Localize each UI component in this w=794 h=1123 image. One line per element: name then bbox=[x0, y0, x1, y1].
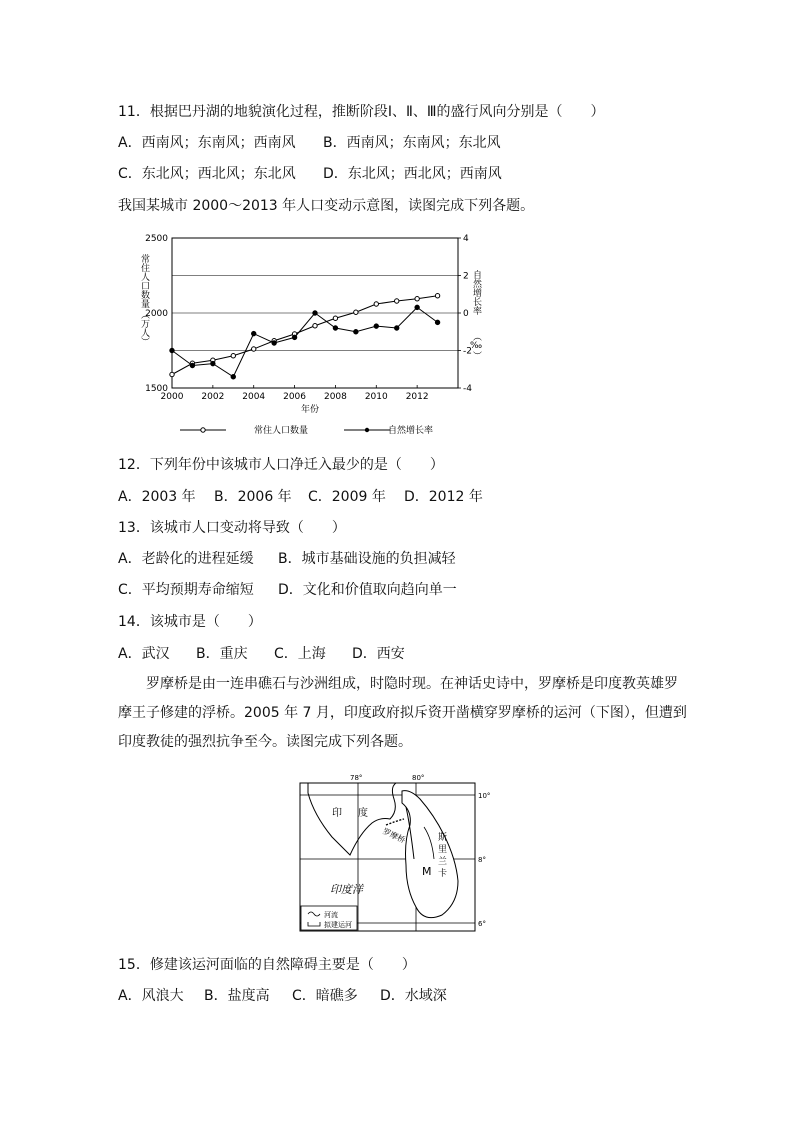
q11-option-d[interactable]: D．东北风；西北风；西南风 bbox=[323, 166, 502, 182]
population-point bbox=[415, 297, 419, 301]
chart-xlabel: 年份 bbox=[300, 405, 320, 415]
lat-10-label: 10° bbox=[478, 792, 491, 800]
label-sri-2: 里 bbox=[438, 845, 448, 855]
y-left-tick-label: 2000 bbox=[145, 309, 168, 319]
rama-bridge-map bbox=[298, 773, 498, 933]
growth-point bbox=[333, 326, 337, 330]
population-point bbox=[395, 299, 399, 303]
lon-80-label: 80° bbox=[412, 774, 425, 782]
q13-stem: 13．该城市人口变动将导致（ ） bbox=[118, 520, 346, 536]
chart-ylabel-left: 常住人口数量 bbox=[139, 254, 149, 308]
legend-canal-text: 拟建运河 bbox=[324, 921, 352, 929]
q13-options-row1 bbox=[118, 549, 456, 569]
legend-marker-population bbox=[201, 428, 205, 432]
q11-option-c[interactable]: C．东北风；西北风；东北风 bbox=[118, 166, 296, 182]
growth-point bbox=[272, 341, 276, 345]
y-right-tick-label: -2 bbox=[463, 346, 472, 357]
growth-point bbox=[231, 375, 235, 379]
y-right-tick-label: 0 bbox=[463, 309, 469, 319]
population-point bbox=[333, 316, 337, 320]
x-tick-label: 2012 bbox=[405, 392, 429, 402]
legend-river-text: 河流 bbox=[324, 911, 338, 919]
q12-option-d[interactable]: D．2012 年 bbox=[404, 489, 483, 505]
population-point bbox=[252, 347, 256, 351]
population-point bbox=[231, 354, 235, 358]
label-sri-3: 兰 bbox=[438, 857, 448, 867]
growth-point bbox=[292, 335, 296, 339]
y-left-tick-label: 2500 bbox=[145, 234, 168, 244]
population-point bbox=[354, 310, 358, 314]
population-point bbox=[170, 372, 174, 376]
q13-option-a[interactable]: A．老龄化的进程延缓 bbox=[118, 551, 254, 567]
q14-options bbox=[118, 644, 405, 664]
q13-option-c[interactable]: C．平均预期寿命缩短 bbox=[118, 582, 254, 598]
legend-marker-growth bbox=[365, 428, 369, 432]
y-right-tick-label: 2 bbox=[463, 271, 469, 282]
q14-option-a[interactable]: A．武汉 bbox=[118, 646, 170, 662]
x-tick-label: 2002 bbox=[201, 392, 225, 402]
passage bbox=[118, 670, 688, 757]
population-point bbox=[374, 302, 378, 306]
q15-option-c[interactable]: C．暗礁多 bbox=[292, 988, 358, 1004]
q11-options-row2 bbox=[118, 164, 502, 184]
growth-point bbox=[415, 305, 419, 309]
growth-point bbox=[395, 326, 399, 330]
growth-point bbox=[252, 331, 256, 335]
q11-option-a[interactable]: A．西南风；东南风；西南风 bbox=[118, 135, 296, 151]
x-tick-label: 2010 bbox=[364, 392, 388, 402]
passage-text: 罗摩桥是由一连串礁石与沙洲组成，时隐时现。在神话史诗中，罗摩桥是印度教英雄罗摩王子修建的浮桥。2005 年 7 月，印度政府拟斥资开凿横穿罗摩桥的运河（下图），但遭到印度教徒的强烈抗争至今。读图完成下列各题。 bbox=[118, 676, 687, 750]
lon-78-label: 78° bbox=[350, 774, 363, 782]
population-point bbox=[435, 294, 439, 298]
q11-options-row1 bbox=[118, 133, 501, 153]
q11-option-b[interactable]: B．西南风；东南风；东北风 bbox=[323, 135, 501, 151]
q15-option-d[interactable]: D．水域深 bbox=[380, 988, 447, 1004]
population-point bbox=[313, 324, 317, 328]
population-chart bbox=[130, 228, 481, 440]
x-tick-label: 2008 bbox=[323, 392, 347, 402]
y-right-tick-label: 4 bbox=[463, 234, 469, 244]
growth-point bbox=[170, 348, 174, 352]
label-rama-bridge: 罗摩桥 bbox=[381, 826, 407, 845]
q15-option-b[interactable]: B．盐度高 bbox=[204, 988, 270, 1004]
label-indian-ocean: 印度洋 bbox=[330, 883, 363, 896]
label-m: M bbox=[422, 865, 432, 878]
legend-growth: 自然增长率 bbox=[388, 426, 434, 436]
growth-point bbox=[190, 363, 194, 367]
q15-option-a[interactable]: A．风浪大 bbox=[118, 988, 184, 1004]
q12-option-c[interactable]: C．2009 年 bbox=[308, 489, 386, 505]
label-india-2: 度 bbox=[358, 808, 368, 819]
lat-6-label: 6° bbox=[478, 920, 486, 928]
label-sri-4: 卡 bbox=[438, 869, 448, 879]
growth-point bbox=[313, 311, 317, 315]
chart-ylabel-right: 自然增长率 bbox=[471, 270, 481, 315]
q13-option-b[interactable]: B．城市基础设施的负担减轻 bbox=[278, 551, 456, 567]
q12-options bbox=[118, 487, 483, 507]
chart-ylabel-right-unit: （‰） bbox=[471, 332, 481, 360]
lat-8-label: 8° bbox=[478, 856, 486, 864]
q12-option-b[interactable]: B．2006 年 bbox=[214, 489, 292, 505]
legend-population: 常住人口数量 bbox=[254, 426, 309, 436]
q14-stem: 14．该城市是（ ） bbox=[118, 614, 262, 630]
q14-option-d[interactable]: D．西安 bbox=[352, 646, 405, 662]
q15-stem: 15．修建该运河面临的自然障碍主要是（ ） bbox=[118, 957, 416, 973]
q15-options bbox=[118, 986, 447, 1006]
growth-point bbox=[211, 361, 215, 365]
chart-intro: 我国某城市 2000～2013 年人口变动示意图，读图完成下列各题。 bbox=[118, 198, 535, 214]
chart-ylabel-left-unit: （万人） bbox=[139, 310, 149, 346]
growth-point bbox=[374, 324, 378, 328]
chart-legend bbox=[180, 424, 433, 436]
x-tick-label: 2004 bbox=[242, 392, 266, 402]
q11-stem: 11．根据巴丹湖的地貌演化过程，推断阶段Ⅰ、Ⅱ、Ⅲ的盛行风向分别是（ ） bbox=[118, 104, 605, 120]
growth-point bbox=[435, 320, 439, 324]
q14-option-c[interactable]: C．上海 bbox=[274, 646, 326, 662]
q12-option-a[interactable]: A．2003 年 bbox=[118, 489, 196, 505]
q14-option-b[interactable]: B．重庆 bbox=[196, 646, 248, 662]
label-india-1: 印 bbox=[332, 808, 342, 819]
series-line-growth bbox=[172, 307, 438, 376]
q13-options-row2 bbox=[118, 580, 457, 600]
x-tick-label: 2000 bbox=[160, 392, 184, 402]
q12-stem: 12．下列年份中该城市人口净迁入最少的是（ ） bbox=[118, 457, 444, 473]
q13-option-d[interactable]: D．文化和价值取向趋向单一 bbox=[278, 582, 457, 598]
label-sri-1: 斯 bbox=[438, 833, 448, 843]
x-tick-label: 2006 bbox=[283, 392, 307, 402]
y-left-tick-label: 1500 bbox=[145, 384, 168, 394]
chart-ticks bbox=[145, 234, 472, 402]
y-right-tick-label: -4 bbox=[463, 384, 472, 394]
growth-point bbox=[354, 330, 358, 334]
chart-series bbox=[170, 294, 440, 379]
